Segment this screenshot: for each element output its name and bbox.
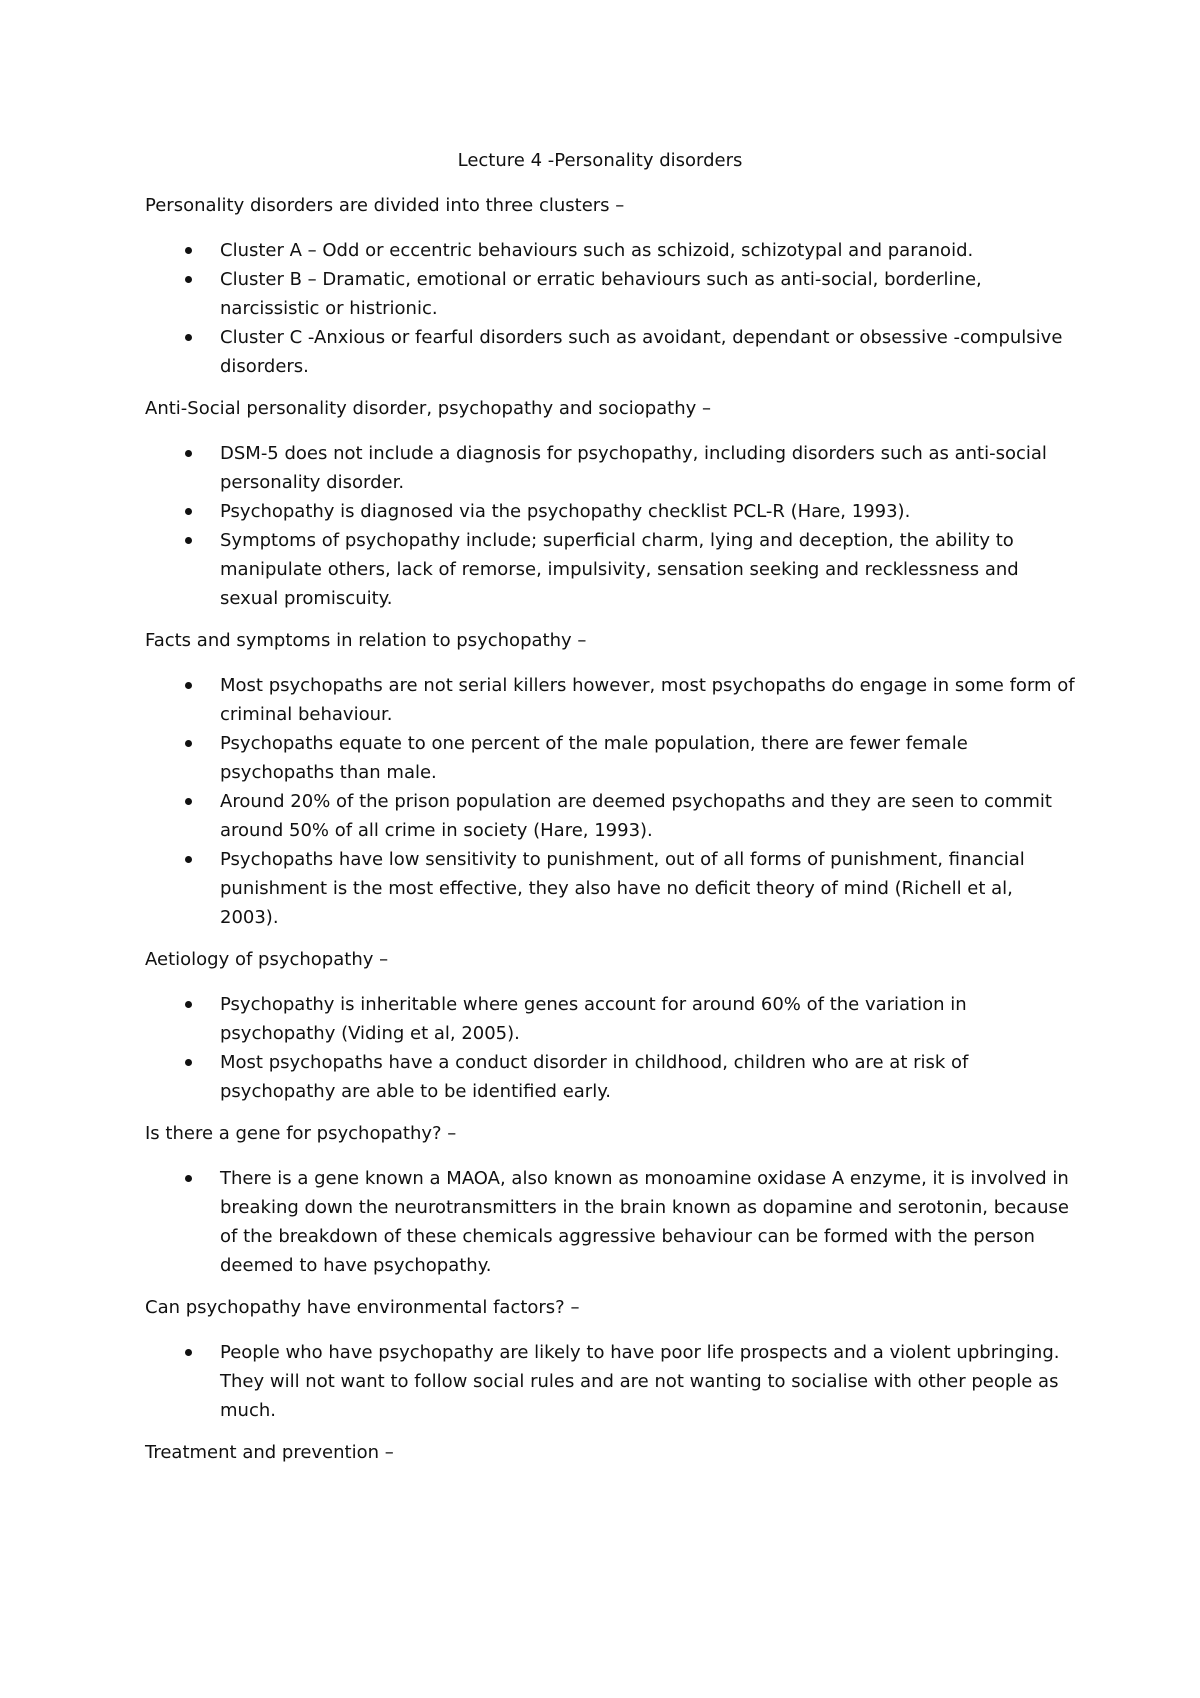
bullet-icon bbox=[185, 798, 192, 805]
list-item bbox=[145, 1164, 1075, 1280]
list-item-text: Cluster C -Anxious or fearful disorders such as avoidant, dependant or obsessive -compulsive disorders. bbox=[220, 327, 1063, 377]
list-item bbox=[145, 787, 1075, 845]
document-title: Lecture 4 -Personality disorders bbox=[457, 150, 743, 171]
list-item bbox=[145, 1048, 1075, 1106]
section-heading: Treatment and prevention – bbox=[145, 1442, 394, 1463]
bullet-list bbox=[145, 1164, 1075, 1280]
bullet-icon bbox=[185, 740, 192, 747]
bullet-icon bbox=[185, 247, 192, 254]
bullet-list bbox=[145, 671, 1075, 932]
list-item-text: DSM-5 does not include a diagnosis for psychopathy, including disorders such as anti-social personality disorder. bbox=[220, 443, 1047, 493]
bullet-icon bbox=[185, 856, 192, 863]
list-item-text: Most psychopaths are not serial killers however, most psychopaths do engage in some form of criminal behaviour. bbox=[220, 675, 1075, 725]
bullet-icon bbox=[185, 334, 192, 341]
bullet-list bbox=[145, 439, 1075, 613]
list-item-text: Symptoms of psychopathy include; superficial charm, lying and deception, the ability to manipulate others, lack of remorse, impulsivity, sensation seeking and recklessness and sexual promiscuity. bbox=[220, 530, 1019, 609]
bullet-icon bbox=[185, 1059, 192, 1066]
section-heading: Anti-Social personality disorder, psychopathy and sociopathy – bbox=[145, 398, 712, 419]
list-item bbox=[145, 1338, 1075, 1425]
bullet-icon bbox=[185, 276, 192, 283]
section-heading: Personality disorders are divided into three clusters – bbox=[145, 195, 625, 216]
list-item bbox=[145, 265, 1075, 323]
list-item bbox=[145, 497, 1075, 526]
bullet-icon bbox=[185, 1175, 192, 1182]
list-item-text: Psychopaths equate to one percent of the male population, there are fewer female psychopaths than male. bbox=[220, 733, 968, 783]
list-item-text: Psychopathy is diagnosed via the psychopathy checklist PCL-R (Hare, 1993). bbox=[220, 501, 911, 522]
list-item bbox=[145, 729, 1075, 787]
list-item-text: Most psychopaths have a conduct disorder in childhood, children who are at risk of psychopathy are able to be identified early. bbox=[220, 1052, 969, 1102]
section-heading: Is there a gene for psychopathy? – bbox=[145, 1123, 457, 1144]
list-item bbox=[145, 439, 1075, 497]
list-item bbox=[145, 323, 1075, 381]
bullet-list bbox=[145, 990, 1075, 1106]
list-item-text: Psychopathy is inheritable where genes account for around 60% of the variation in psychopathy (Viding et al, 2005). bbox=[220, 994, 967, 1044]
list-item bbox=[145, 671, 1075, 729]
bullet-icon bbox=[185, 508, 192, 515]
list-item bbox=[145, 845, 1075, 932]
bullet-icon bbox=[185, 1001, 192, 1008]
section-heading: Aetiology of psychopathy – bbox=[145, 949, 389, 970]
list-item-text: Cluster B – Dramatic, emotional or erratic behaviours such as anti-social, borderline, narcissistic or histrionic. bbox=[220, 269, 982, 319]
section-heading: Facts and symptoms in relation to psychopathy – bbox=[145, 630, 587, 651]
list-item-text: Psychopaths have low sensitivity to punishment, out of all forms of punishment, financial punishment is the most effective, they also have no deficit theory of mind (Richell et al, 2003). bbox=[220, 849, 1025, 928]
bullet-icon bbox=[185, 1349, 192, 1356]
document-body bbox=[145, 192, 1075, 1483]
bullet-icon bbox=[185, 537, 192, 544]
section-heading: Can psychopathy have environmental factors? – bbox=[145, 1297, 580, 1318]
list-item bbox=[145, 990, 1075, 1048]
list-item bbox=[145, 236, 1075, 265]
bullet-list bbox=[145, 1338, 1075, 1425]
bullet-icon bbox=[185, 450, 192, 457]
bullet-icon bbox=[185, 682, 192, 689]
list-item-text: People who have psychopathy are likely to have poor life prospects and a violent upbringing. They will not want to follow social rules and are not wanting to socialise with other people as much. bbox=[220, 1342, 1060, 1421]
list-item bbox=[145, 526, 1075, 613]
list-item-text: Cluster A – Odd or eccentric behaviours such as schizoid, schizotypal and paranoid. bbox=[220, 240, 974, 261]
list-item-text: There is a gene known a MAOA, also known as monoamine oxidase A enzyme, it is involved in breaking down the neurotransmitters in the brain known as dopamine and serotonin, because of the breakdown of these chemicals aggressive behaviour can be formed with the person deemed to have psychopathy. bbox=[220, 1168, 1069, 1276]
bullet-list bbox=[145, 236, 1075, 381]
list-item-text: Around 20% of the prison population are deemed psychopaths and they are seen to commit around 50% of all crime in society (Hare, 1993). bbox=[220, 791, 1052, 841]
